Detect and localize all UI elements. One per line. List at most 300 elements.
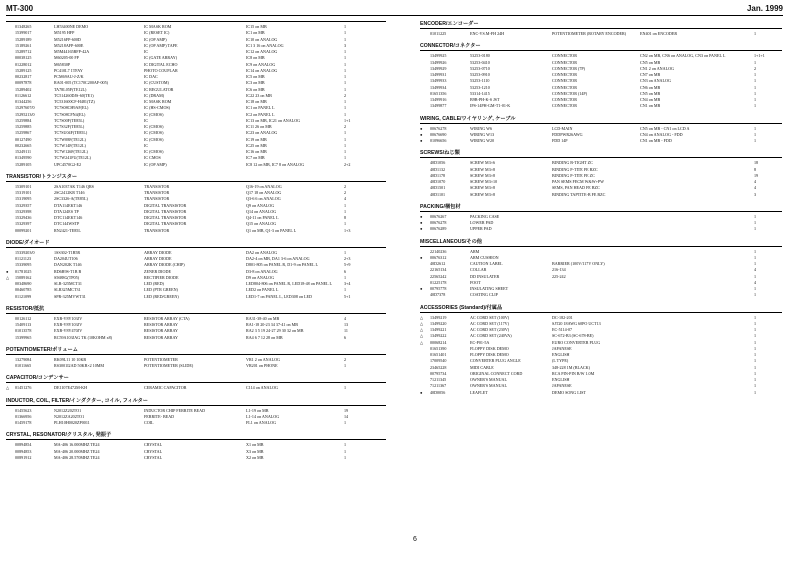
location: Q3-6 6 on ANALOG: [246, 196, 281, 202]
part-name: 53314-1415: [470, 90, 490, 96]
part-number: 13499925: [430, 53, 447, 59]
part-name: 2SC2412KR T146: [54, 190, 85, 195]
location: VR201 on PHONE: [246, 363, 278, 368]
part-number: 00068214: [430, 339, 447, 345]
location: RA31-38-40 on MB: [246, 315, 280, 321]
description: ZENER DIODE: [144, 268, 171, 274]
quantity: 1: [754, 377, 757, 382]
location: Q17 18 on ANALOG: [246, 190, 282, 195]
location: CN4 on ANALOG - FDD: [640, 131, 683, 137]
description: DC-182-201: [552, 314, 573, 320]
part-number: 40D1501: [430, 185, 446, 191]
quantity: 1: [344, 208, 347, 214]
quantity: 1: [344, 454, 347, 460]
part-name: DTA114EKT146: [54, 202, 83, 208]
part-number: 13279084: [15, 356, 32, 362]
description: JAPANESE: [552, 345, 572, 351]
part-name: TC7SU04F(TE85L): [54, 130, 88, 136]
part-name: PACKING CASE: [470, 213, 500, 219]
description: TRANSISTOR: [144, 227, 170, 233]
part-name: RD6R9S-T1B B: [54, 268, 82, 274]
description: IC (OP AMP) TAPE: [144, 42, 178, 48]
description: TRANSISTOR: [144, 196, 170, 202]
description: POTENTIOMETER (SLIDE): [144, 363, 194, 368]
location: IC2 on PANEL L: [246, 111, 275, 117]
quantity: 1: [754, 389, 757, 395]
quantity: 1: [754, 213, 757, 219]
description: POTENTIOMETER: [144, 356, 178, 362]
quantity: 1: [754, 327, 757, 332]
part-number: 00099201: [15, 227, 32, 233]
location: D9 on ANALOG: [246, 274, 275, 280]
part-number: 01348265: [15, 24, 32, 29]
description: BINDING P-TITE FE BZC: [552, 166, 598, 172]
part-number: 01011225: [430, 31, 447, 36]
description: COIL: [144, 420, 154, 425]
description: LED (RED/GREEN): [144, 293, 179, 299]
description: IC (GATE ARRAY): [144, 55, 178, 61]
right-parts-column: [420, 20, 782, 396]
description: IC: [144, 142, 149, 148]
quantity: 1: [344, 420, 347, 425]
quantity: 1: [344, 55, 347, 61]
part-number: 01121123: [15, 256, 32, 261]
quantity: 1: [754, 286, 757, 291]
quantity: 1: [754, 220, 757, 225]
parts-row: [420, 31, 782, 37]
location: LED1-7 on PANEL L, LED308 on LED: [246, 293, 312, 299]
part-name: SCREW M3×8: [470, 191, 496, 197]
part-number: 00097878: [15, 80, 32, 86]
location: RA4 6 7 12 28 on MB: [246, 334, 283, 340]
part-name: DTA124ES TP: [54, 208, 79, 214]
part-name: LOWER PAD: [470, 220, 494, 225]
part-number: 15319101: [15, 190, 32, 195]
description: CRYSTAL: [144, 442, 163, 448]
part-number: 00676267: [430, 213, 447, 219]
location: L1-14 on ANALOG: [246, 413, 280, 419]
quantity: 1: [344, 221, 347, 227]
description: PAN SEMS FECM W&W+PW: [552, 179, 605, 184]
part-name: CONVERTER PLUG ANGLE: [470, 358, 521, 364]
part-number: 40D1070: [430, 179, 446, 184]
part-name: EXB-V8V470JV: [54, 328, 83, 334]
part-name: FLOPPY DISK DEMO: [470, 352, 509, 357]
part-number: 13499219: [430, 314, 447, 320]
quantity: 1: [754, 314, 757, 320]
part-name: N2012Z202TO1: [54, 407, 82, 413]
parts-row: [6, 363, 386, 369]
part-name: ENC-VS.M-FH 24H: [470, 31, 505, 36]
part-name: SLR325MCT31: [54, 287, 81, 293]
part-number: 01225178: [430, 279, 447, 285]
quantity: 8: [344, 215, 347, 220]
part-number: 01651356: [430, 90, 447, 96]
quantity: 5+9: [344, 262, 351, 268]
part-name: RS3001I2AD 50KB×2 10MM: [54, 363, 105, 368]
description: IC (CUSTOM): [144, 80, 169, 86]
parts-row: [420, 226, 782, 232]
part-number: 15399017: [15, 30, 32, 36]
quantity: 1: [344, 142, 347, 148]
part-name: 53253-0410: [470, 59, 490, 65]
description: CERAMIC CAPACITOR: [144, 385, 187, 391]
location: IC14 on ANALOG: [246, 67, 278, 73]
quantity: 6: [344, 268, 347, 274]
location: IC8 12 on MB, IC7 8 on ANALOG: [246, 161, 305, 167]
parts-row: [420, 292, 782, 298]
quantity: 1: [754, 320, 757, 326]
part-number: 00894853: [15, 448, 32, 454]
location: IC16 on MB: [246, 149, 267, 154]
location: CN1 on MB - FDD: [640, 138, 672, 143]
parts-row: [6, 335, 386, 341]
part-name: EC-P01-5A: [470, 339, 490, 345]
part-number: 13499221: [430, 327, 447, 332]
part-number: 00795734: [430, 370, 447, 376]
quantity: 1: [344, 74, 347, 79]
part-name: B9B-PH-K-S JST: [470, 97, 500, 102]
part-name: MA-406 16.000MHZ TE24: [54, 442, 100, 448]
description: EC-5114-07: [552, 327, 573, 332]
quantity: 1+1: [344, 117, 351, 123]
part-name: DA204UT106: [54, 256, 78, 261]
part-name: LEAFLET: [470, 389, 488, 395]
description: ENGLISH: [552, 352, 570, 357]
part-name: DAN202K T146: [54, 262, 82, 268]
quantity: 1: [344, 442, 347, 448]
location: L1-19 on MB: [246, 407, 269, 413]
quantity: 1: [754, 273, 757, 279]
quantity: 1: [344, 287, 347, 293]
part-number: 00676312: [430, 254, 447, 260]
description: BINDING P-TITE FE ZC: [552, 172, 595, 178]
location: Q14 on ANALOG: [246, 208, 277, 214]
part-number: 00795778: [430, 286, 447, 291]
quantity: 4: [754, 279, 757, 285]
quantity: 1: [754, 339, 757, 345]
description: IC (CMOS): [144, 124, 164, 129]
quantity: 2+3: [344, 256, 351, 261]
description: CONNECTOR: [552, 53, 577, 59]
description: LCD-MAIN: [552, 125, 573, 131]
quantity: 6: [344, 334, 347, 340]
mark: ●: [420, 286, 423, 291]
quantity: 1: [344, 363, 347, 368]
quantity: 1: [344, 80, 347, 86]
location: IC12 on ANALOG: [246, 49, 278, 54]
description: IC DIGITAL ECHO: [144, 61, 178, 67]
quantity: 1: [754, 364, 757, 370]
description: IC CMOS: [144, 155, 161, 161]
description: IC DAC: [144, 74, 158, 79]
section-title: CRYSTAL, RESONATOR/クリスタル, 発振子: [6, 431, 386, 440]
quantity: 2: [344, 92, 347, 98]
part-name: TA78L05F(TE12L): [54, 86, 87, 92]
quantity: 1: [754, 31, 757, 36]
part-name: TC7W14F(TE12L): [54, 142, 86, 148]
description: TRANSISTOR: [144, 190, 170, 195]
part-number: 01349590: [15, 155, 32, 161]
description: SC-672-B3 (SC-678-BE): [552, 333, 594, 339]
part-name: WIRING W20: [470, 138, 495, 143]
part-number: 15089162: [15, 274, 32, 280]
quantity: 1: [754, 90, 757, 96]
quantity: 3: [344, 42, 347, 48]
description: FERRITE- BEAD: [144, 413, 175, 419]
description: FDDPWR26AWG: [552, 131, 583, 137]
quantity: 1: [344, 30, 347, 36]
part-number: 15329398: [15, 208, 32, 214]
description: INDUCTOR CHIP FERRITE BEAD: [144, 407, 206, 413]
part-name: RC59A103JAG TK (10KOHM x8): [54, 334, 113, 340]
description: CONNECTOR: [552, 103, 577, 109]
part-number: 00676690: [430, 131, 447, 137]
part-number: 01011665: [15, 363, 32, 368]
location: IC6 on MB: [246, 86, 265, 92]
quantity: 1: [344, 448, 347, 454]
location: IC1 on PANEL L: [246, 105, 275, 111]
part-name: UPPER PAD: [470, 226, 492, 232]
part-number: 15339095: [15, 262, 32, 268]
part-number: 40D2612: [430, 261, 446, 266]
quantity: 1: [754, 131, 757, 137]
location: CN4 on MB: [640, 97, 661, 102]
part-name: TC7W126F(TE12L): [54, 149, 88, 154]
location: IC18 on MB: [246, 99, 267, 104]
part-number: 71211367: [430, 383, 447, 389]
location: Q15 on ANALOG: [246, 221, 277, 227]
description: IC (CMOS): [144, 149, 164, 154]
parts-row: [6, 294, 386, 300]
part-name: COLLAR: [470, 267, 487, 273]
location: IC1 on MB: [246, 30, 265, 36]
mark: ●: [6, 268, 9, 274]
description: IC (DRAM): [144, 92, 165, 98]
description: BINDING B-TIGHT ZC: [552, 160, 593, 166]
location: IC13 on MB, IC21 on ANALOG: [246, 117, 301, 123]
part-name: MA-406 28.570MHZ TE24: [54, 454, 100, 460]
part-name: COATING CLIP: [470, 292, 498, 298]
description: ARRAY DIODE: [144, 256, 172, 261]
part-name: S5688G(TP05): [54, 274, 80, 280]
quantity: 4: [344, 315, 347, 321]
part-number: 13499929: [430, 65, 447, 71]
parts-row: [420, 390, 782, 396]
quantity: 1: [754, 97, 757, 102]
parts-row: [420, 192, 782, 198]
part-name: TC7S08CH9AF(EL): [54, 105, 89, 111]
quantity: 4: [754, 267, 757, 273]
description: IC MASK ROM: [144, 99, 172, 104]
quantity: 1: [754, 84, 757, 90]
part-number: 00676278: [430, 220, 447, 225]
description: DIGITAL TRANSISTOR: [144, 202, 187, 208]
quantity: 11: [344, 328, 348, 334]
mark: ●: [420, 254, 423, 260]
quantity: 1: [344, 36, 347, 42]
description: ARRAY DIODE: [144, 249, 172, 255]
part-name: AC CORD SET (100V): [470, 314, 510, 320]
part-name: M60205-00 FP: [54, 55, 79, 61]
location: X3 on MB: [246, 448, 264, 454]
part-number: 15289105: [15, 161, 32, 167]
part-number: 01228012: [15, 61, 32, 67]
quantity: 2: [344, 356, 347, 362]
quantity: 1: [344, 130, 347, 136]
part-number: 01121099: [15, 293, 32, 299]
description: RECTIFIER DIODE: [144, 274, 179, 280]
parts-row: [6, 385, 386, 391]
part-number: 13499877: [430, 103, 447, 109]
part-number: 22565242: [430, 273, 447, 279]
part-number: 01013578: [15, 328, 32, 334]
part-name: M5216FP-600D: [54, 36, 81, 42]
quantity: 1: [344, 105, 347, 111]
quantity: 1: [344, 67, 347, 73]
location: IC22 23 on MB: [246, 92, 272, 98]
location: IC8 on MB: [246, 55, 265, 61]
description: DIGITAL TRANSISTOR: [144, 221, 187, 227]
part-number: 15329397: [15, 221, 32, 227]
part-name: RK09L11 10 10KB: [54, 356, 87, 362]
part-name: CAUTION LABEL: [470, 261, 503, 266]
location: CN6 on MB: [640, 84, 661, 90]
part-number: 40D1178: [430, 172, 446, 178]
description: CONNECTOR: [552, 84, 577, 90]
part-name: RN2421-TE85L: [54, 227, 81, 233]
part-name: TC7W08F(TE12L): [54, 136, 86, 142]
part-name: INSULATING SHEET: [470, 286, 509, 291]
part-number: 40D0056: [430, 389, 446, 395]
quantity: 1: [754, 358, 757, 364]
part-number: 15289712: [15, 49, 32, 54]
part-number: 15295213/0: [15, 111, 35, 117]
quantity: 3: [754, 191, 757, 197]
description: RESISTOR ARRAY: [144, 334, 179, 340]
quantity: 2+2: [344, 161, 351, 167]
location: CN5 on MB: [640, 59, 661, 65]
description: IC: [144, 49, 149, 54]
description: BINDING TAPTITE-B FE BZC: [552, 191, 606, 197]
location: IC11 26 on MB: [246, 124, 272, 129]
location: X2 on MB: [246, 454, 264, 460]
mark: ●: [420, 226, 423, 232]
part-number: 15409113: [15, 322, 32, 327]
part-name: SCREW M3×8: [470, 172, 496, 178]
quantity: 1: [344, 111, 347, 117]
part-name: MIDI CABLE: [470, 364, 494, 370]
location: CN1 on MB: [640, 103, 661, 109]
part-number: 01781025: [15, 268, 32, 274]
description: 348-228 1M (BLACK): [552, 364, 590, 370]
section-title: SCREWS/ねじ類: [420, 149, 782, 158]
part-name: TC7S00F(TE85L): [54, 117, 85, 123]
part-name: SCREW M3×6: [470, 160, 496, 166]
quantity: 1: [754, 138, 757, 143]
location: CN1 2 on ANALOG: [640, 65, 675, 71]
quantity: 19: [754, 172, 759, 178]
location: FL1 on ANALOG: [246, 420, 277, 425]
description: CONNECTOR: [552, 59, 577, 65]
quantity: 13: [344, 322, 349, 327]
part-name: SCREW M3×8: [470, 166, 496, 172]
part-name: M65830P: [54, 61, 71, 67]
description: TRANSISTOR: [144, 183, 170, 189]
location: RA2 3 5 19 24-27 29 30 32 on MB: [246, 328, 304, 334]
parts-row: [6, 455, 386, 461]
section-title: WIRING, CABLE/ワイヤリング, ケーブル: [420, 115, 782, 124]
description: RESISTOR ARRAY: [144, 322, 179, 327]
part-name: OWNER'S MANUAL: [470, 377, 508, 382]
section-title: CAPACITOR/コンデンサー: [6, 374, 386, 383]
part-name: 2SC3326-A(TE85L): [54, 196, 88, 202]
part-number: 71211345: [430, 377, 447, 382]
mark: ●: [420, 213, 423, 219]
location: DA2-4 on MB, DA1 3-6 on ANALOG: [246, 256, 310, 261]
location: Q9 on ANALOG: [246, 202, 275, 208]
parts-row: [420, 103, 782, 109]
part-name: WIRING W6: [470, 125, 493, 131]
part-name: SCREW M3×10: [470, 179, 498, 184]
quantity: 3+4: [344, 281, 351, 286]
mark: △: [420, 339, 424, 345]
part-number: 00894854: [15, 442, 32, 448]
quantity: 4: [754, 185, 757, 191]
quantity: 18: [754, 160, 759, 166]
part-name: 1SS302-T1B5R: [54, 249, 81, 255]
location: RA1-18 20-23 34 37-41 on MB: [246, 322, 298, 327]
location: Q4-11 on PANEL L: [246, 215, 279, 220]
description: IC: [144, 117, 149, 123]
part-number: 13499934: [430, 84, 447, 90]
quantity: 19: [344, 407, 349, 413]
section-title: DIODE/ダイオード: [6, 239, 386, 248]
description: POTENTIOMETER (ROTARY ENCODER): [552, 31, 627, 36]
location: LED804-806 on PANEL R, LED18-48 on PANEL L: [246, 281, 333, 286]
part-name: 53253-0180: [470, 53, 490, 59]
part-name: ORIGINAL CONNECT CORD: [470, 370, 523, 376]
part-number: 15289125: [15, 67, 32, 73]
location: EN401 on ENCODER: [640, 31, 678, 36]
description: IC REGULATOR: [144, 86, 174, 92]
quantity: 1: [344, 49, 347, 54]
part-number: 13499933: [430, 78, 447, 84]
part-name: FOOT: [470, 279, 481, 285]
part-name: TC514260DJS-60(TE1): [54, 92, 94, 98]
description: LED (PTR GREEN): [144, 287, 178, 293]
location: IC3 on MB: [246, 80, 265, 86]
description: PHOTO COUPLAR: [144, 67, 178, 73]
description: FDD 14P: [552, 138, 568, 143]
description: ENGLISH: [552, 377, 570, 382]
location: IC10 on ANALOG: [246, 36, 278, 42]
quantity: 1: [754, 254, 757, 260]
mark: △: [420, 333, 424, 339]
description: IC (RESET IC): [144, 30, 170, 36]
part-name: SLR-325MCT31: [54, 281, 82, 286]
quantity: 2: [344, 190, 347, 195]
quantity: 1: [754, 292, 757, 298]
part-name: IPS-14PH-GM-T1-01-K: [470, 103, 511, 109]
part-name: DE1107E472M-KH: [54, 385, 88, 391]
description: IC (CMOS): [144, 136, 164, 142]
location: IC9 on ANALOG: [246, 61, 276, 67]
part-name: EXB-V8V103JV: [54, 315, 83, 321]
description: IC (OP AMP): [144, 36, 167, 42]
part-number: 00232817: [15, 74, 32, 79]
part-number: 15399965: [15, 334, 32, 340]
